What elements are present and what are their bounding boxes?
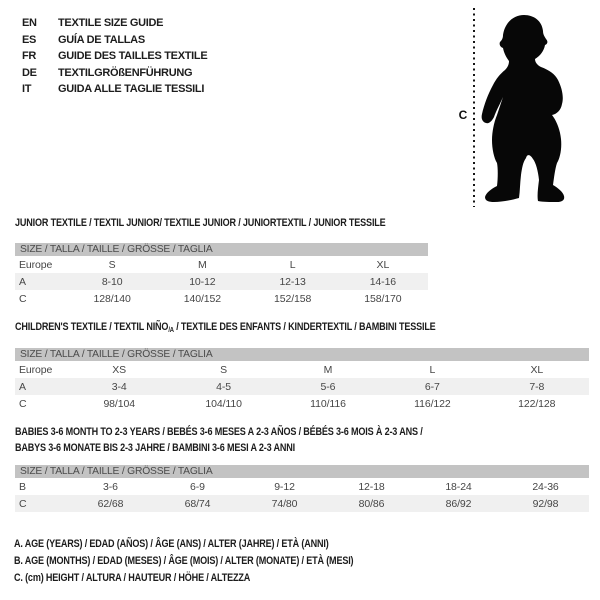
language-title-list <box>22 15 207 98</box>
height-cell: 74/80 <box>241 495 328 512</box>
row-label: A <box>15 378 67 395</box>
height-cell: 158/170 <box>364 292 402 305</box>
height-row <box>15 290 428 307</box>
age-cell: 24-36 <box>532 480 559 493</box>
height-cell: 86/92 <box>415 495 502 512</box>
europe-row <box>15 256 428 273</box>
height-cell: 62/68 <box>67 495 154 512</box>
children-title-subscript: /A <box>168 327 174 334</box>
age-cell: 3-4 <box>67 378 171 395</box>
age-cell: 14-16 <box>338 273 428 290</box>
baby-silhouette-icon <box>478 8 570 206</box>
size-header-row <box>15 348 589 361</box>
height-cell: 68/74 <box>154 495 241 512</box>
lang-code: FR <box>22 50 37 63</box>
lang-code: DE <box>22 66 37 79</box>
babies-size-table <box>15 465 589 512</box>
europe-row <box>15 361 589 378</box>
lang-row-de <box>22 65 207 82</box>
junior-size-table <box>15 243 428 307</box>
age-cell: 5-6 <box>276 378 380 395</box>
babies-table-title <box>15 425 500 456</box>
row-label: C <box>19 397 27 410</box>
lang-row-en <box>22 15 207 32</box>
children-title-suffix: / TEXTILE DES ENFANTS / KINDERTEXTIL / BAMBINI TESSILE <box>173 321 436 333</box>
lang-code: EN <box>22 17 37 30</box>
row-label: C <box>19 292 27 305</box>
size-cell: XS <box>112 363 127 376</box>
row-label: Europe <box>19 363 53 376</box>
age-cell: 8-10 <box>67 273 157 290</box>
age-years-row <box>15 273 428 290</box>
height-cell: 92/98 <box>502 495 589 512</box>
babies-title-line1: BABIES 3-6 MONTH TO 2-3 YEARS / BEBÉS 3-6 MESES A 2-3 AÑOS / BÉBÉS 3-6 MOIS À 2-3 ANS / <box>15 426 423 438</box>
children-title-prefix: CHILDREN'S TEXTILE / TEXTIL NIÑO <box>15 321 169 333</box>
height-cell: 104/110 <box>205 397 242 410</box>
height-measure-label: C <box>458 108 468 122</box>
row-label: B <box>19 480 26 493</box>
size-header-cell: SIZE / TALLA / TAILLE / GRÖSSE / TAGLIA <box>15 348 589 361</box>
guide-title-fr: GUIDE DES TAILLES TEXTILE <box>58 50 208 63</box>
guide-title-en: TEXTILE SIZE GUIDE <box>58 17 164 30</box>
age-cell: 12-13 <box>248 273 338 290</box>
lang-row-fr <box>22 48 207 65</box>
size-cell: S <box>220 363 228 376</box>
height-cell: 152/158 <box>273 292 312 305</box>
row-label: A <box>15 273 67 290</box>
lang-row-it <box>22 81 207 98</box>
age-cell: 4-5 <box>171 378 275 395</box>
footnote-b: B. AGE (MONTHS) / EDAD (MESES) / ÂGE (MOIS) / ALTER (MONATE) / ETÀ (MESI) <box>14 555 354 567</box>
size-header-cell: SIZE / TALLA / TAILLE / GRÖSSE / TAGLIA <box>15 243 428 256</box>
height-row <box>15 495 589 512</box>
size-header-row <box>15 465 589 478</box>
guide-title-it: GUIDA ALLE TAGLIE TESSILI <box>58 83 205 96</box>
row-label: C <box>15 495 67 512</box>
children-table-title-text <box>15 321 436 334</box>
lang-code: IT <box>22 83 32 96</box>
height-cell: 140/152 <box>183 292 221 305</box>
size-header-row <box>15 243 428 256</box>
age-cell: 12-18 <box>358 480 385 493</box>
height-cell: 122/128 <box>518 397 556 410</box>
junior-table-title <box>15 217 456 229</box>
junior-table-title-text: JUNIOR TEXTILE / TEXTIL JUNIOR/ TEXTILE JUNIOR / JUNIORTEXTIL / JUNIOR TESSILE <box>15 217 386 229</box>
age-cell: 6-9 <box>190 480 205 493</box>
legend-footnotes <box>14 536 418 587</box>
size-cell: L <box>429 363 436 376</box>
height-cell: 128/140 <box>93 292 131 305</box>
age-years-row <box>15 378 589 395</box>
children-table-title <box>15 321 516 334</box>
footnote-c: C. (cm) HEIGHT / ALTURA / HAUTEUR / HÖHE / ALTEZZA <box>14 572 251 584</box>
size-cell: XL <box>376 258 390 271</box>
children-size-table <box>15 348 589 412</box>
row-label: Europe <box>19 258 53 271</box>
height-cell: 110/116 <box>310 397 346 410</box>
guide-title-es: GUÍA DE TALLAS <box>58 33 145 46</box>
size-cell: S <box>108 258 116 271</box>
babies-title-line2: BABYS 3-6 MONATE BIS 2-3 JAHRE / BAMBINI 3-6 MESI A 2-3 ANNI <box>15 441 296 454</box>
age-cell: 7-8 <box>485 378 589 395</box>
size-cell: XL <box>530 363 544 376</box>
height-cell: 98/104 <box>103 397 135 410</box>
age-cell: 3-6 <box>103 480 118 493</box>
size-cell: L <box>289 258 296 271</box>
footnote-a: A. AGE (YEARS) / EDAD (AÑOS) / ÂGE (ANS) / ALTER (JAHRE) / ETÀ (ANNI) <box>14 538 329 550</box>
size-cell: M <box>323 363 333 376</box>
height-measure-line <box>473 8 475 207</box>
height-row <box>15 395 589 412</box>
height-cell: 80/86 <box>328 495 415 512</box>
height-cell: 116/122 <box>414 397 451 410</box>
age-cell: 6-7 <box>380 378 484 395</box>
age-months-row <box>15 478 589 495</box>
size-header-cell: SIZE / TALLA / TAILLE / GRÖSSE / TAGLIA <box>15 465 589 478</box>
age-cell: 10-12 <box>157 273 247 290</box>
size-cell: M <box>198 258 207 271</box>
lang-row-es <box>22 32 207 49</box>
age-cell: 9-12 <box>274 480 295 493</box>
guide-title-de: TEXTILGRÖßENFÜHRUNG <box>58 66 193 79</box>
age-cell: 18-24 <box>445 480 472 493</box>
lang-code: ES <box>22 33 37 46</box>
